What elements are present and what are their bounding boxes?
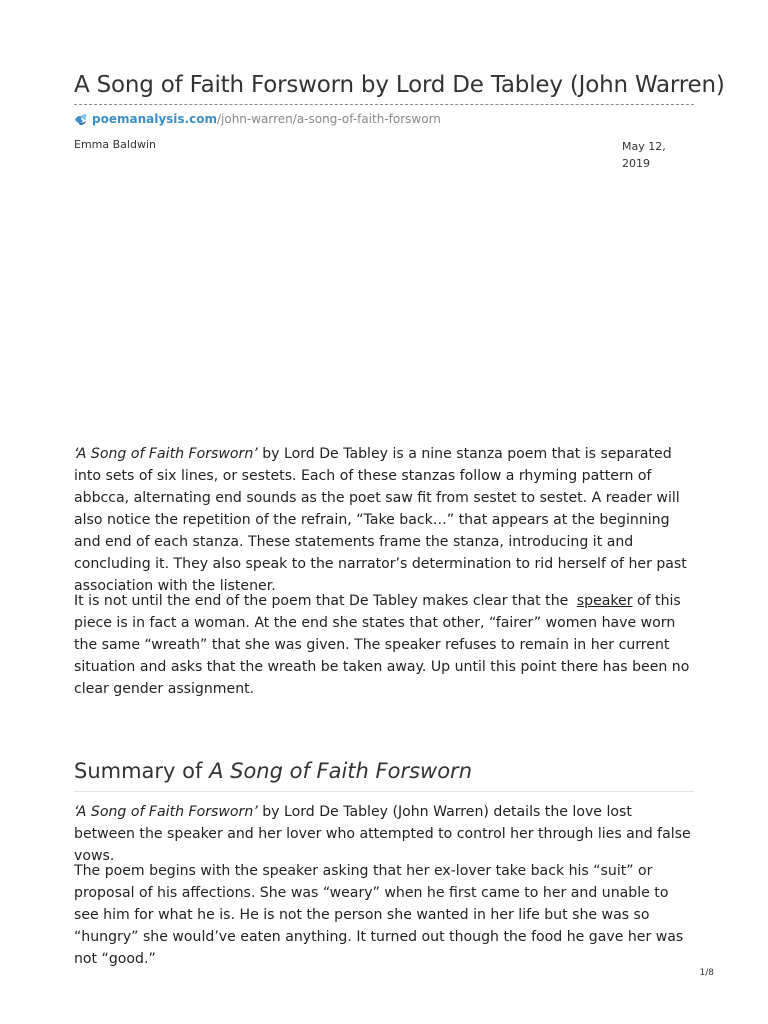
speaker-paragraph-before: It is not until the end of the poem that De Tabley makes clear that the [74, 593, 573, 609]
intro-paragraph [74, 443, 696, 597]
speaker-paragraph [74, 590, 696, 700]
summary-heading-prefix: Summary of [74, 759, 210, 783]
author-name: Emma Baldwin [74, 138, 156, 151]
source-url[interactable] [74, 112, 441, 126]
source-domain[interactable]: poemanalysis.com [92, 112, 217, 126]
summary-divider [74, 791, 694, 792]
poem-title-emphasis: ‘A Song of Faith Forsworn’ [74, 446, 258, 462]
speaker-link[interactable]: speaker [576, 593, 633, 609]
title-divider [74, 104, 694, 105]
summary-heading-title: A Song of Faith Forsworn [209, 759, 472, 783]
article-title: A Song of Faith Forsworn by Lord De Tabley (John Warren) [74, 72, 725, 98]
intro-paragraph-text: by Lord De Tabley is a nine stanza poem that is separated into sets of six lines, or sestets. Each of these stanzas follow a rhyming pattern of abbcca, alternating end sounds as the poet saw fit from sestet to sestet. A reader will also notice the repetition of the refrain, “Take back…” that appears at the beginning and end of each stanza. These statements frame the stanza, introducing it and concluding it. They also speak to the narrator’s determination to rid herself of her past association with the listener. [74, 446, 687, 594]
publish-date: May 12, 2019 [622, 140, 666, 170]
summary-heading [74, 759, 472, 783]
poemanalysis-logo-icon [74, 112, 88, 126]
source-path[interactable]: /john-warren/a-song-of-faith-forsworn [216, 112, 441, 126]
page-number: 1/8 [699, 968, 714, 978]
speaker-paragraph-after: of this piece is in fact a woman. At the end she states that other, “fairer” women have worn the same “wreath” that she was given. The speaker refuses to remain in her current situation and asks that the wreath be taken away. Up until this point there has been no clear gender assignment. [74, 593, 690, 697]
summary-poem-title-emphasis: ‘A Song of Faith Forsworn’ [74, 804, 258, 820]
summary-paragraph-1 [74, 801, 696, 867]
summary-paragraph-1-text: by Lord De Tabley (John Warren) details the love lost between the speaker and her lover who attempted to control her through lies and false vows. [74, 804, 691, 864]
summary-paragraph-2: The poem begins with the speaker asking that her ex-lover take back his “suit” or proposal of his affections. She was “weary” when he first came to her and unable to see him for what he is. He is not the person she wanted in her life but she was so “hungry” she would’ve eaten anything. It turned out though the food he gave her was not “good.” [74, 863, 684, 967]
